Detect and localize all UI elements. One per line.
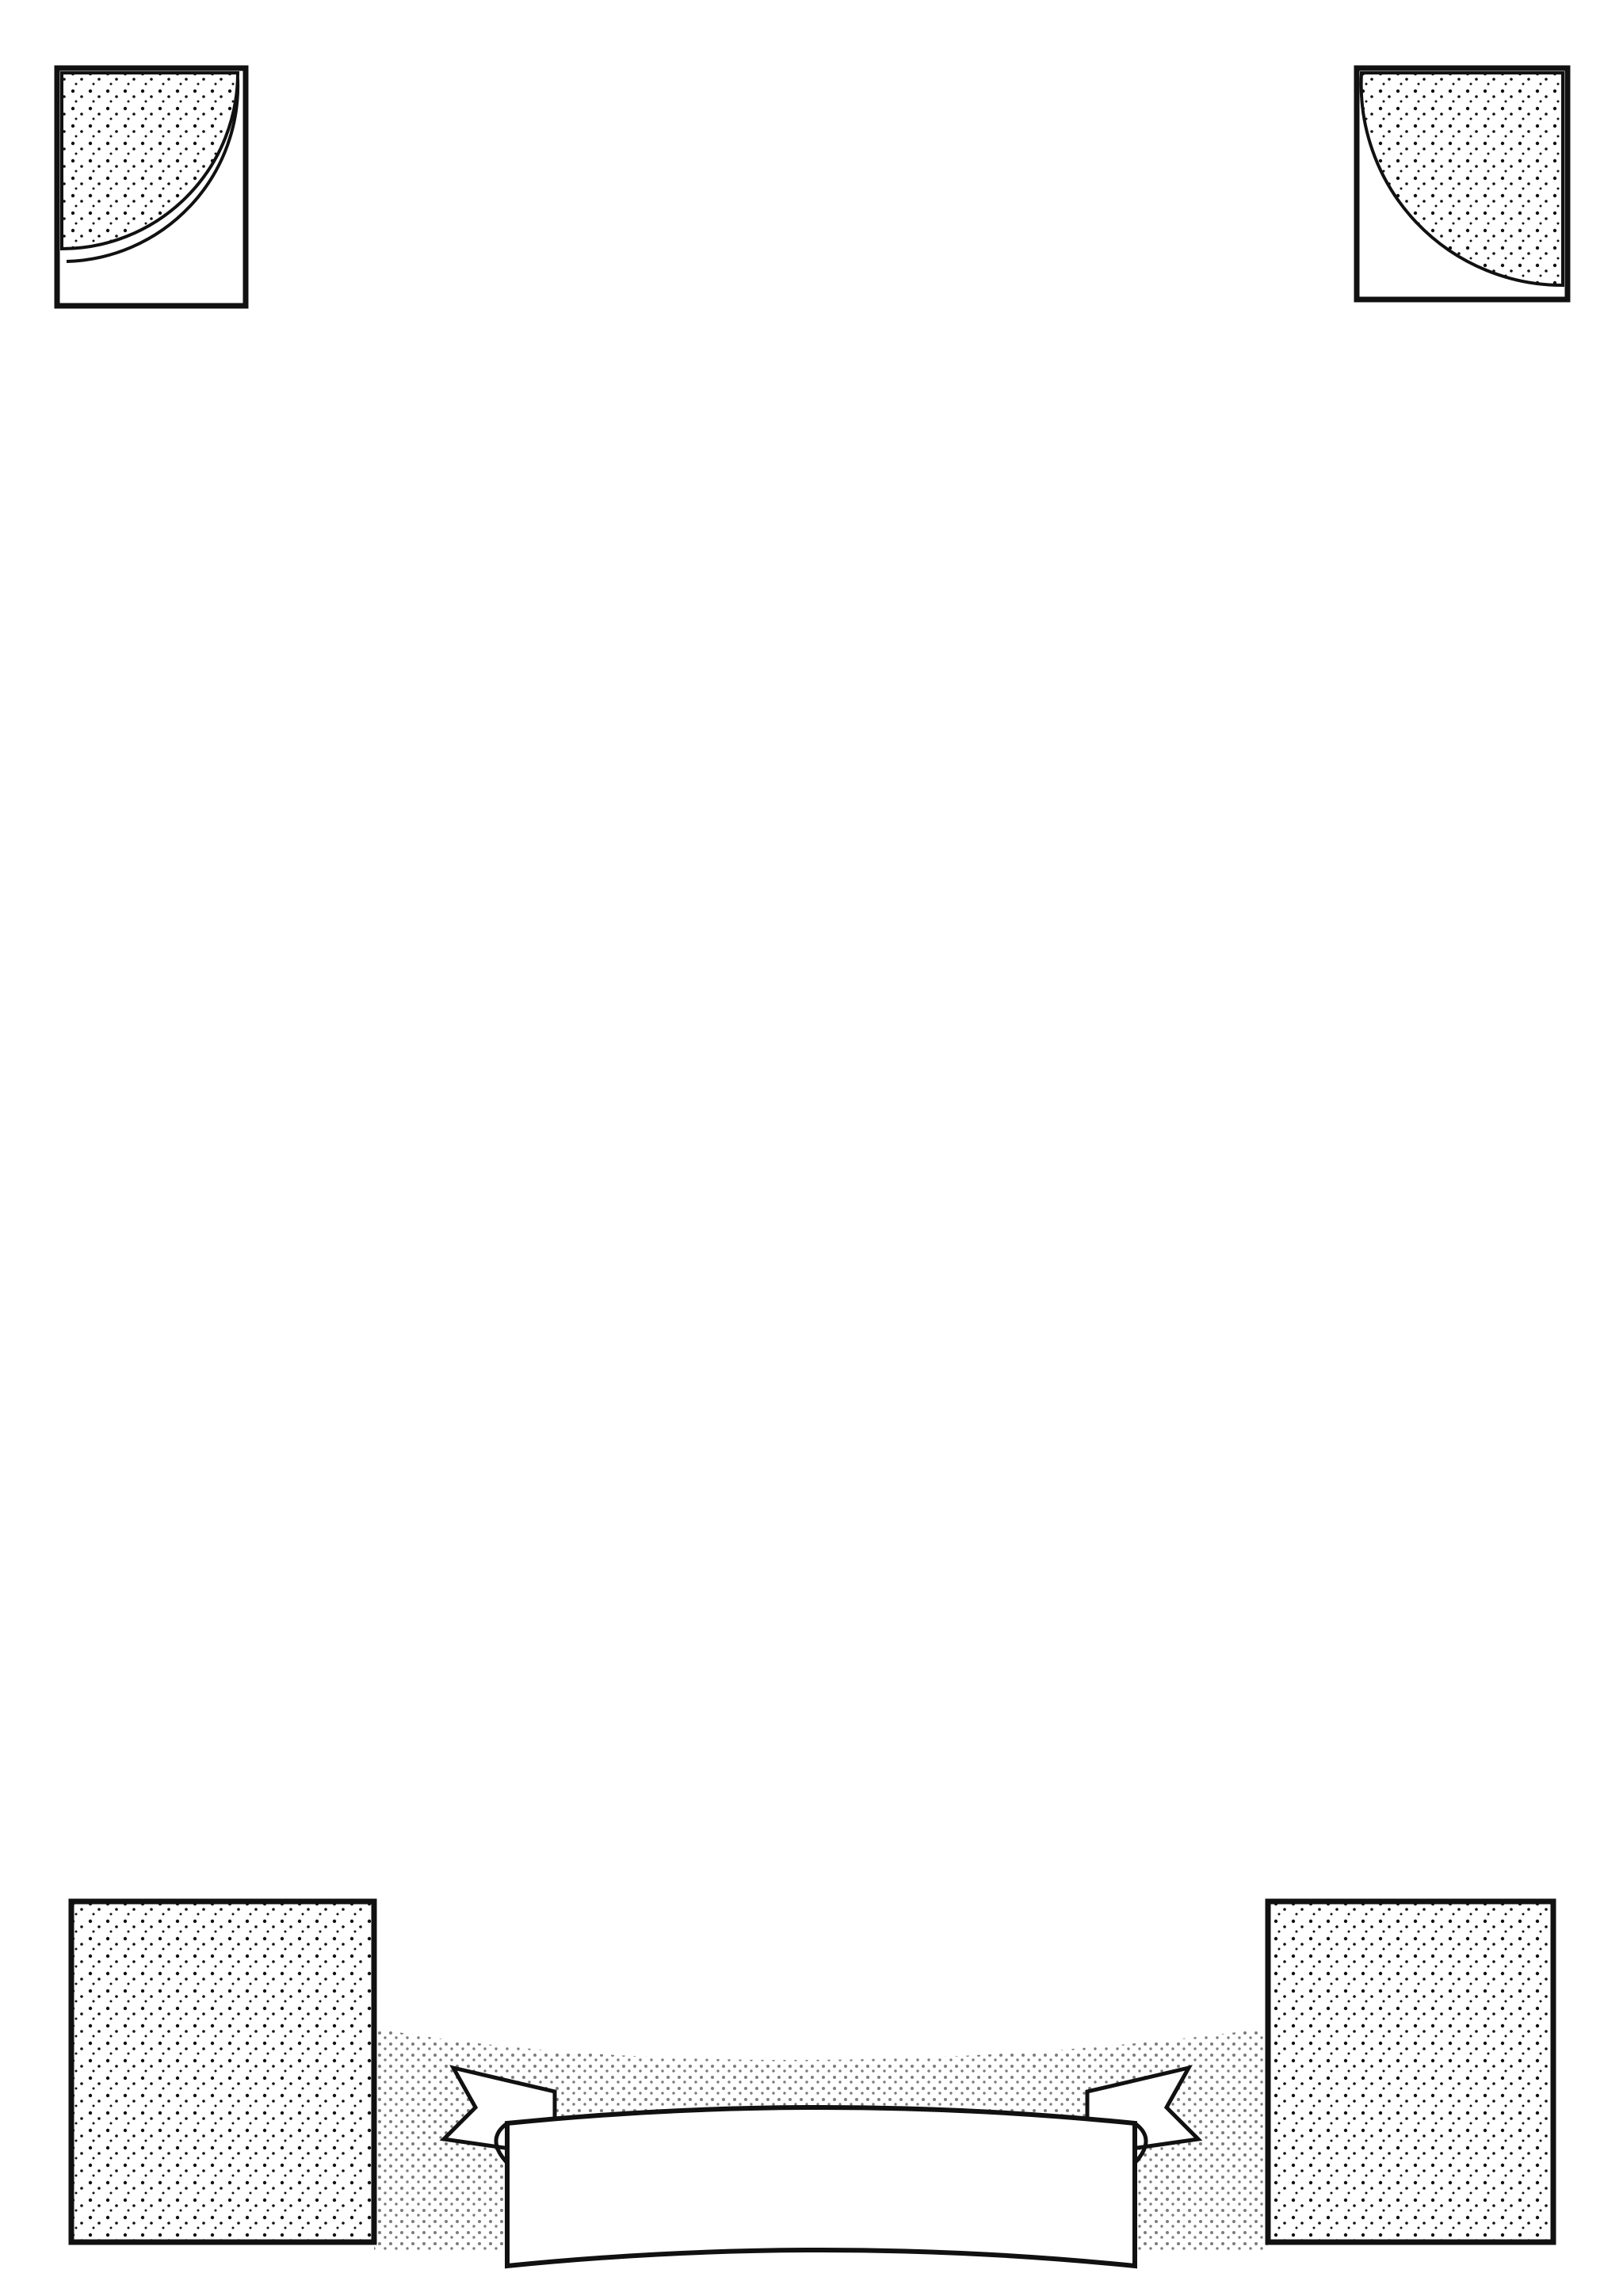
corner-ornament-top-left xyxy=(57,68,246,306)
scroll-banner-icon xyxy=(374,2028,1268,2266)
corner-ornament-top-right xyxy=(1357,68,1568,299)
corner-ornament-bottom-left xyxy=(71,1901,374,2242)
document-body xyxy=(247,301,1385,369)
corner-ornament-bottom-right xyxy=(1268,1901,1553,2242)
